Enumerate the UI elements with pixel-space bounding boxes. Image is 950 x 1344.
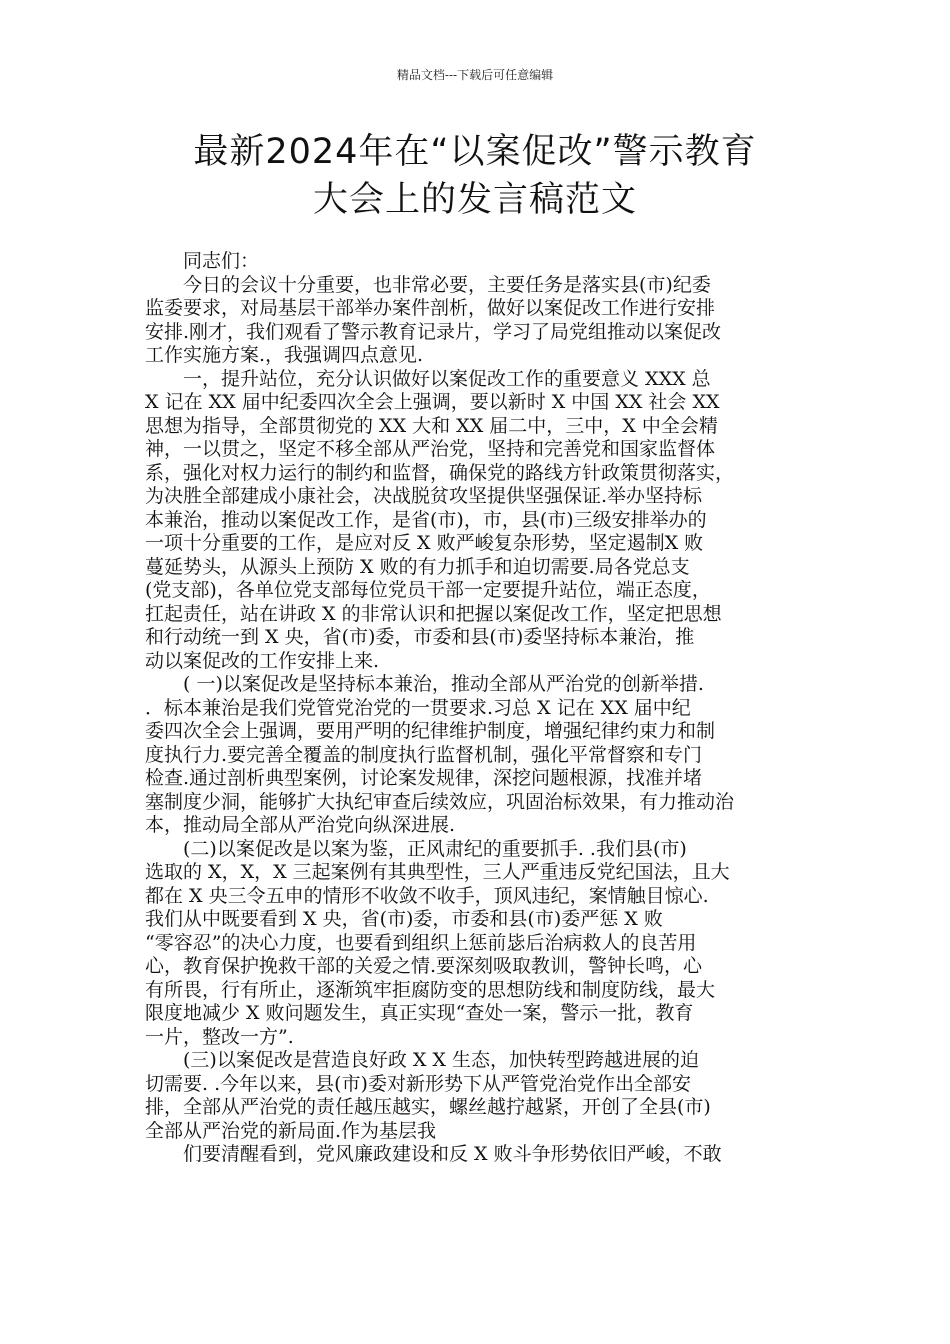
body-line: X 记在 XX 届中纪委四次全会上强调，要以新时 X 中国 XX 社会 XX	[145, 391, 720, 413]
body-line: 思想为指导，全部贯彻党的 XX 大和 XX 届二中，三中，X 中全会精	[145, 414, 718, 437]
body-line: 扛起责任，站在讲政 X 的非常认识和把握以案促改工作，坚定把思想	[145, 602, 722, 625]
body-line: 为决胜全部建成小康社会，决战脱贫攻坚提供坚强保证.举办坚持标	[145, 485, 703, 507]
title-line: 最新2024年在“以案促改”警示教育	[193, 132, 757, 172]
body-line: 一片，整改一方”.	[145, 1025, 294, 1048]
body-line: 们要清醒看到，党风廉政建设和反 X 败斗争形势依旧严峻，不敢	[145, 1143, 722, 1165]
body-line: (党支部)，各单位党支部每位党员干部一定要提升站位，端正态度，	[145, 579, 711, 601]
document-title	[100, 128, 850, 224]
body-line: 全部从严治党的新局面.作为基层我	[145, 1119, 437, 1142]
body-line: 选取的 X，X，X 三起案例有其典型性，三人严重违反党纪国法，且大	[145, 861, 730, 883]
body-line: 心，教育保护挽救干部的关爱之情.要深刻吸取教训，警钟长鸣，心	[145, 955, 703, 977]
body-line: ．标本兼治是我们党管党治党的一贯要求.习总 X 记在 XX 届中纪	[145, 696, 691, 719]
body-line: 监委要求，对局基层干部举办案件剖析，做好以案促改工作进行安排	[145, 297, 716, 319]
body-line: 度执行力.要完善全覆盖的制度执行监督机制，强化平常督察和专门	[145, 743, 703, 766]
body-line: 同志们：	[145, 250, 260, 272]
body-line: 限度地减少 X 败问题发生，真正实现“查处一案，警示一批，教育	[145, 1002, 694, 1024]
body-line: 本，推动局全部从严治党向纵深进展.	[145, 814, 456, 836]
body-line: “零容忍”的决心力度，也要看到组织上惩前毖后治病救人的良苦用	[145, 931, 697, 954]
header-note: 精品文档---下载后可任意编辑	[396, 68, 554, 82]
body-line: 排，全部从严治党的责任越压越实，螺丝越拧越紧，开创了全县(市)	[145, 1096, 711, 1118]
body-line: 蔓延势头，从源头上预防 X 败的有力抓手和迫切需要.局各党总支	[145, 555, 690, 578]
title-line: 大会上的发言稿范文	[312, 180, 637, 220]
body-line: (三)以案促改是营造良好政 X X 生态，加快转型跨越进展的迫	[145, 1049, 699, 1071]
body-line: 我们从中既要看到 X 央，省(市)委，市委和县(市)委严惩 X 败	[145, 908, 663, 930]
body-line: 和行动统一到 X 央，省(市)委，市委和县(市)委坚持标本兼治，推	[145, 626, 695, 648]
body-line: 塞制度少洞，能够扩大执纪审查后续效应，巩固治标效果，有力推动治	[145, 790, 735, 813]
body-line: 动以案促改的工作安排上来.	[145, 649, 380, 672]
body-line: 神，一以贯之，坚定不移全部从严治党，坚持和完善党和国家监督体	[145, 438, 716, 460]
body-line: 今日的会议十分重要，也非常必要，主要任务是落实县(市)纪委	[145, 273, 711, 296]
body-line: 委四次全会上强调，要用严明的纪律维护制度，增强纪律约束力和制	[145, 720, 716, 742]
body-line: 工作实施方案.，我强调四点意见.	[145, 344, 424, 366]
body-line: 一，提升站位，充分认识做好以案促改工作的重要意义 XXX 总	[145, 367, 711, 390]
body-line: 都在 X 央三令五申的情形不收敛不收手，顶风违纪，案情触目惊心.	[145, 884, 709, 907]
body-line: 系，强化对权力运行的制约和监督，确保党的路线方针政策贯彻落实，	[145, 461, 735, 484]
body-line: 切需要. .今年以来，县(市)委对新形势下从严管党治党作出全部安	[145, 1072, 691, 1095]
body-line: 安排.刚才，我们观看了警示教育记录片，学习了局党组推动以案促改	[145, 320, 722, 343]
body-line: (二)以案促改是以案为鉴，正风肃纪的重要抓手. .我们县(市)	[145, 837, 687, 860]
document-body	[145, 250, 815, 1167]
body-line: 本兼治，推动以案促改工作，是省(市)，市，县(市)三级安排举办的	[145, 508, 707, 531]
body-line: ( 一)以案促改是坚持标本兼治，推动全部从严治党的创新举措.	[145, 673, 704, 695]
body-line: 有所畏，行有所止，逐渐筑牢拒腐防变的思想防线和制度防线，最大	[145, 978, 716, 1001]
body-line: 检查.通过剖析典型案例，讨论案发规律，深挖问题根源，找准并堵	[145, 767, 703, 789]
body-line: 一项十分重要的工作，是应对反 X 败严峻复杂形势，坚定遏制X 败	[145, 532, 704, 554]
